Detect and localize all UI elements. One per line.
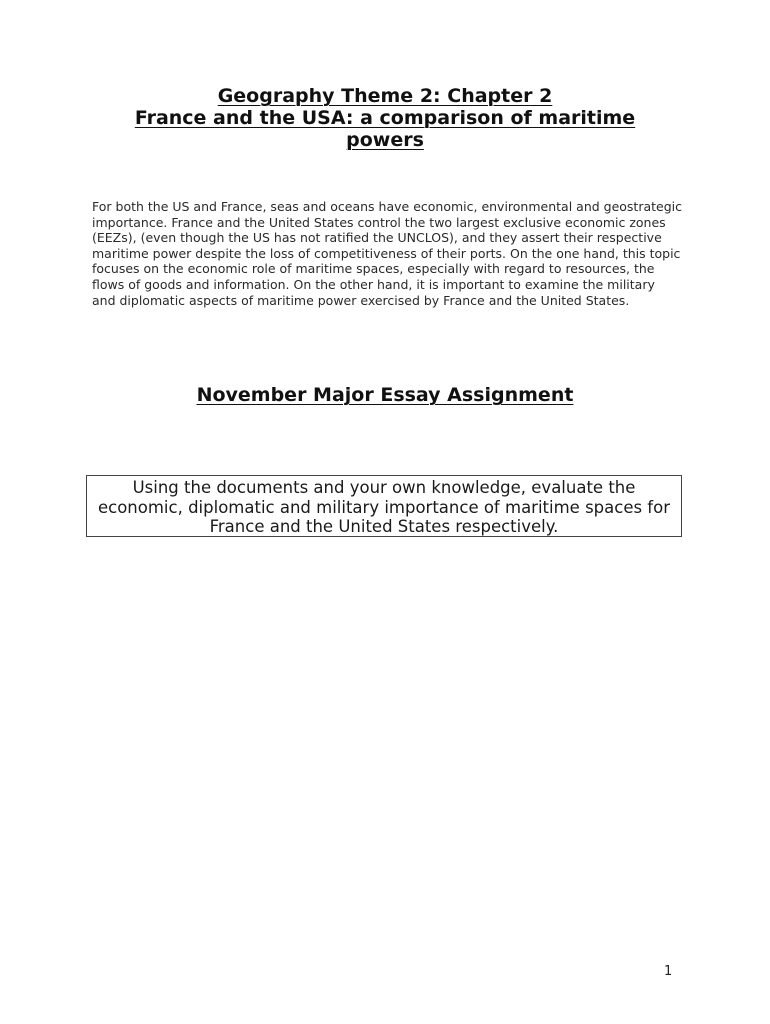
title-line-chapter: Geography Theme 2: Chapter 2	[217, 85, 553, 107]
document-title	[0, 85, 770, 151]
title-line-topic: France and the USA: a comparison of maritime powers	[134, 107, 636, 151]
essay-prompt-box	[86, 475, 682, 537]
assignment-heading: November Major Essay Assignment	[196, 384, 574, 406]
essay-prompt-text: Using the documents and your own knowledge, evaluate the economic, diplomatic and military importance of maritime spaces for France and the United States respectively.	[97, 478, 670, 536]
page-number: 1	[664, 964, 673, 979]
intro-paragraph: For both the US and France, seas and oceans have economic, environmental and geostrategic importance. France and the United States control the two largest exclusive economic zones (EEZs), (even though the US has not ratified the UNCLOS), and they assert their respective maritime power despite the loss of competitiveness of their ports. On the one hand, this topic focuses on the economic role of maritime spaces, especially with regard to resources, the flows of goods and information. On the other hand, it is important to examine the military and diplomatic aspects of maritime power exercised by France and the United States.	[92, 199, 683, 308]
